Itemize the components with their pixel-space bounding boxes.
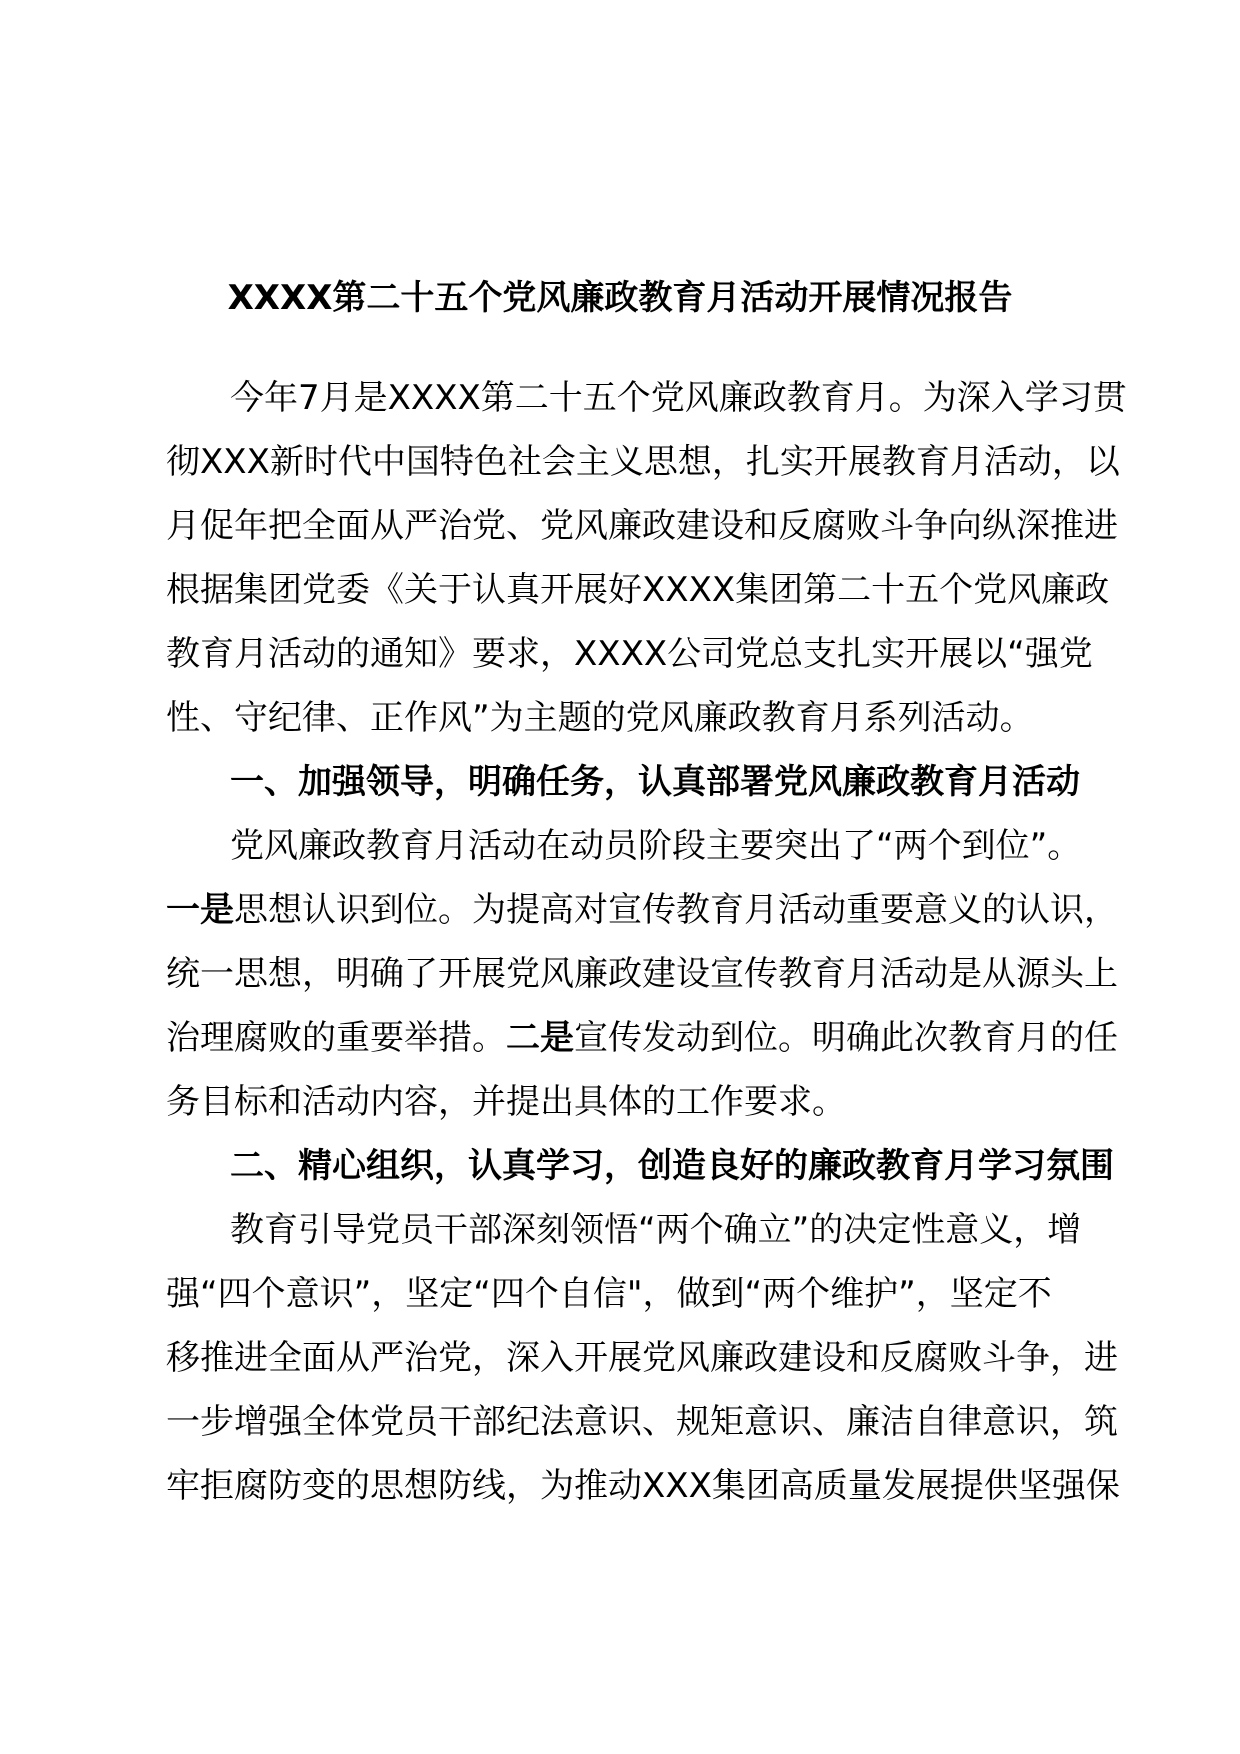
emphasis-second: 二是	[506, 1018, 574, 1058]
intro-line-5: 教育月活动的通知》要求，XXXX公司党总支扎实开展以“强党	[166, 634, 1093, 674]
section-1-line-2	[166, 878, 1118, 942]
section-1-line-2-text: 思想认识到位。为提高对宣传教育月活动重要意义的认识，	[234, 890, 1118, 930]
section-1-line-5: 务目标和活动内容，并提出具体的工作要求。	[166, 1082, 846, 1122]
document-title: XXXX第二十五个党风廉政教育月活动开展情况报告	[227, 278, 1013, 318]
intro-line-3: 月促年把全面从严治党、党风廉政建设和反腐败斗争向纵深推进	[166, 506, 1118, 546]
section-2-line-4: 一步增强全体党员干部纪法意识、规矩意识、廉洁自律意识，筑	[166, 1402, 1118, 1442]
section-1-line-1: 党风廉政教育月活动在动员阶段主要突出了“两个到位”。	[230, 826, 1082, 866]
section-1-line-4	[166, 1006, 1118, 1070]
section-2-line-5: 牢拒腐防变的思想防线，为推动XXX集团高质量发展提供坚强保	[166, 1466, 1120, 1506]
intro-line-6: 性、守纪律、正作风”为主题的党风廉政教育月系列活动。	[166, 698, 1034, 738]
section-1-line-4-text: 宣传发动到位。明确此次教育月的任	[574, 1018, 1118, 1058]
section-1-line-3: 统一思想，明确了开展党风廉政建设宣传教育月活动是从源头上	[166, 954, 1118, 994]
intro-line-4: 根据集团党委《关于认真开展好XXXX集团第二十五个党风廉政	[166, 570, 1110, 610]
emphasis-first: 一是	[166, 890, 234, 930]
section-1-heading: 一、加强领导，明确任务，认真部署党风廉政教育月活动	[230, 762, 1080, 802]
section-2-line-1: 教育引导党员干部深刻领悟“两个确立”的决定性意义，增	[230, 1210, 1082, 1250]
section-2-line-3: 移推进全面从严治党，深入开展党风廉政建设和反腐败斗争，进	[166, 1338, 1118, 1378]
intro-line-1: 今年7月是XXXX第二十五个党风廉政教育月。为深入学习贯	[230, 378, 1127, 418]
section-1-line-4-start: 治理腐败的重要举措。	[166, 1018, 506, 1058]
section-2-line-2: 强“四个意识”，坚定“四个自信"，做到“两个维护”，坚定不	[166, 1274, 1052, 1314]
section-2-heading: 二、精心组织，认真学习，创造良好的廉政教育月学习氛围	[230, 1146, 1114, 1186]
intro-line-2: 彻XXX新时代中国特色社会主义思想，扎实开展教育月活动，以	[166, 442, 1120, 482]
